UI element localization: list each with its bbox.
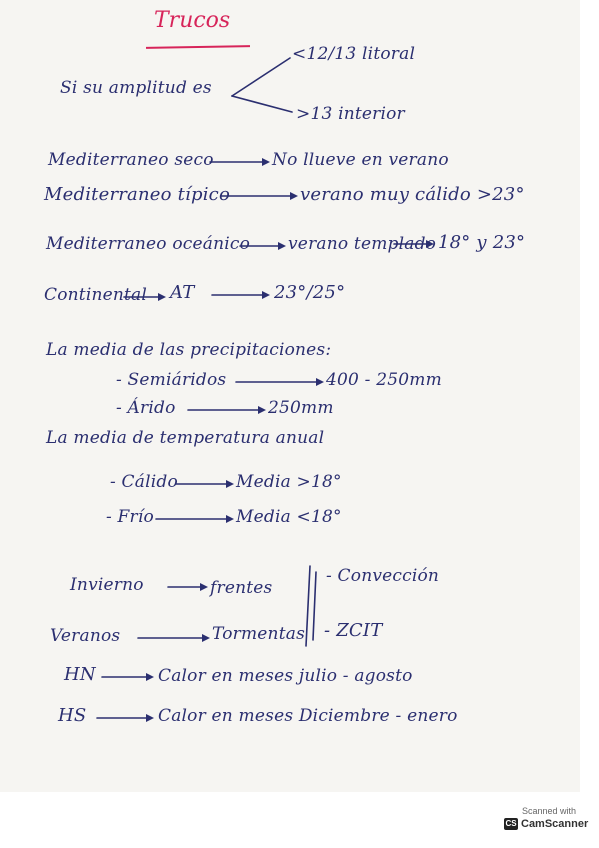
climate-extra: 18° y 23°: [438, 232, 526, 253]
climate-result: No llueve en verano: [272, 150, 449, 170]
precip-item-value: 400 - 250mm: [326, 370, 442, 390]
precip-item-label: - Semiáridos: [116, 370, 227, 390]
precip-item-label: - Árido: [116, 398, 176, 418]
camscanner-icon: CS: [505, 819, 517, 828]
season-bracket-1: [306, 566, 310, 646]
badge-caption: Scanned with: [521, 806, 577, 816]
season-label: Invierno: [70, 575, 144, 595]
season-value: Tormentas: [212, 624, 306, 644]
hemisphere-label: HN: [64, 664, 96, 685]
climate-mid: AT: [170, 282, 195, 303]
fork-upper-line: [232, 58, 290, 96]
hemisphere-value: Calor en meses Diciembre - enero: [158, 706, 458, 726]
temp-item-value: Media >18°: [236, 472, 342, 492]
season-label: Veranos: [50, 626, 121, 646]
camscanner-badge: [504, 806, 594, 840]
climate-name: Mediterraneo seco: [48, 150, 214, 170]
amplitude-label: Si su amplitud es: [60, 78, 212, 98]
temp-heading: La media de temperatura anual: [46, 428, 325, 448]
season-value: frentes: [210, 578, 273, 598]
climate-result: 23°/25°: [274, 282, 346, 303]
badge-brand-label: CamScanner: [521, 818, 589, 830]
amplitude-lower: >13 interior: [296, 104, 405, 124]
season-bracket-2: [313, 572, 316, 640]
badge-brand: [504, 818, 594, 830]
precip-item-value: 250mm: [268, 398, 334, 418]
hemisphere-label: HS: [58, 705, 87, 726]
hemisphere-value: Calor en meses julio - agosto: [158, 666, 413, 686]
fork-lower-line: [232, 96, 292, 112]
climate-name: Mediterraneo oceánico: [46, 234, 251, 254]
climate-result: verano templado: [288, 234, 437, 254]
precip-heading: La media de las precipitaciones:: [46, 340, 332, 360]
climate-name: Continental: [44, 285, 148, 305]
page-title: Trucos: [154, 8, 231, 33]
climate-result: verano muy cálido >23°: [300, 184, 525, 205]
climate-name: Mediterraneo típico: [44, 184, 230, 205]
season-side: - Convección: [326, 566, 440, 586]
season-side: - ZCIT: [324, 620, 383, 641]
amplitude-upper: <12/13 litoral: [292, 44, 416, 64]
temp-item-label: - Frío: [106, 507, 154, 527]
temp-item-value: Media <18°: [236, 507, 342, 527]
temp-item-label: - Cálido: [110, 472, 178, 492]
